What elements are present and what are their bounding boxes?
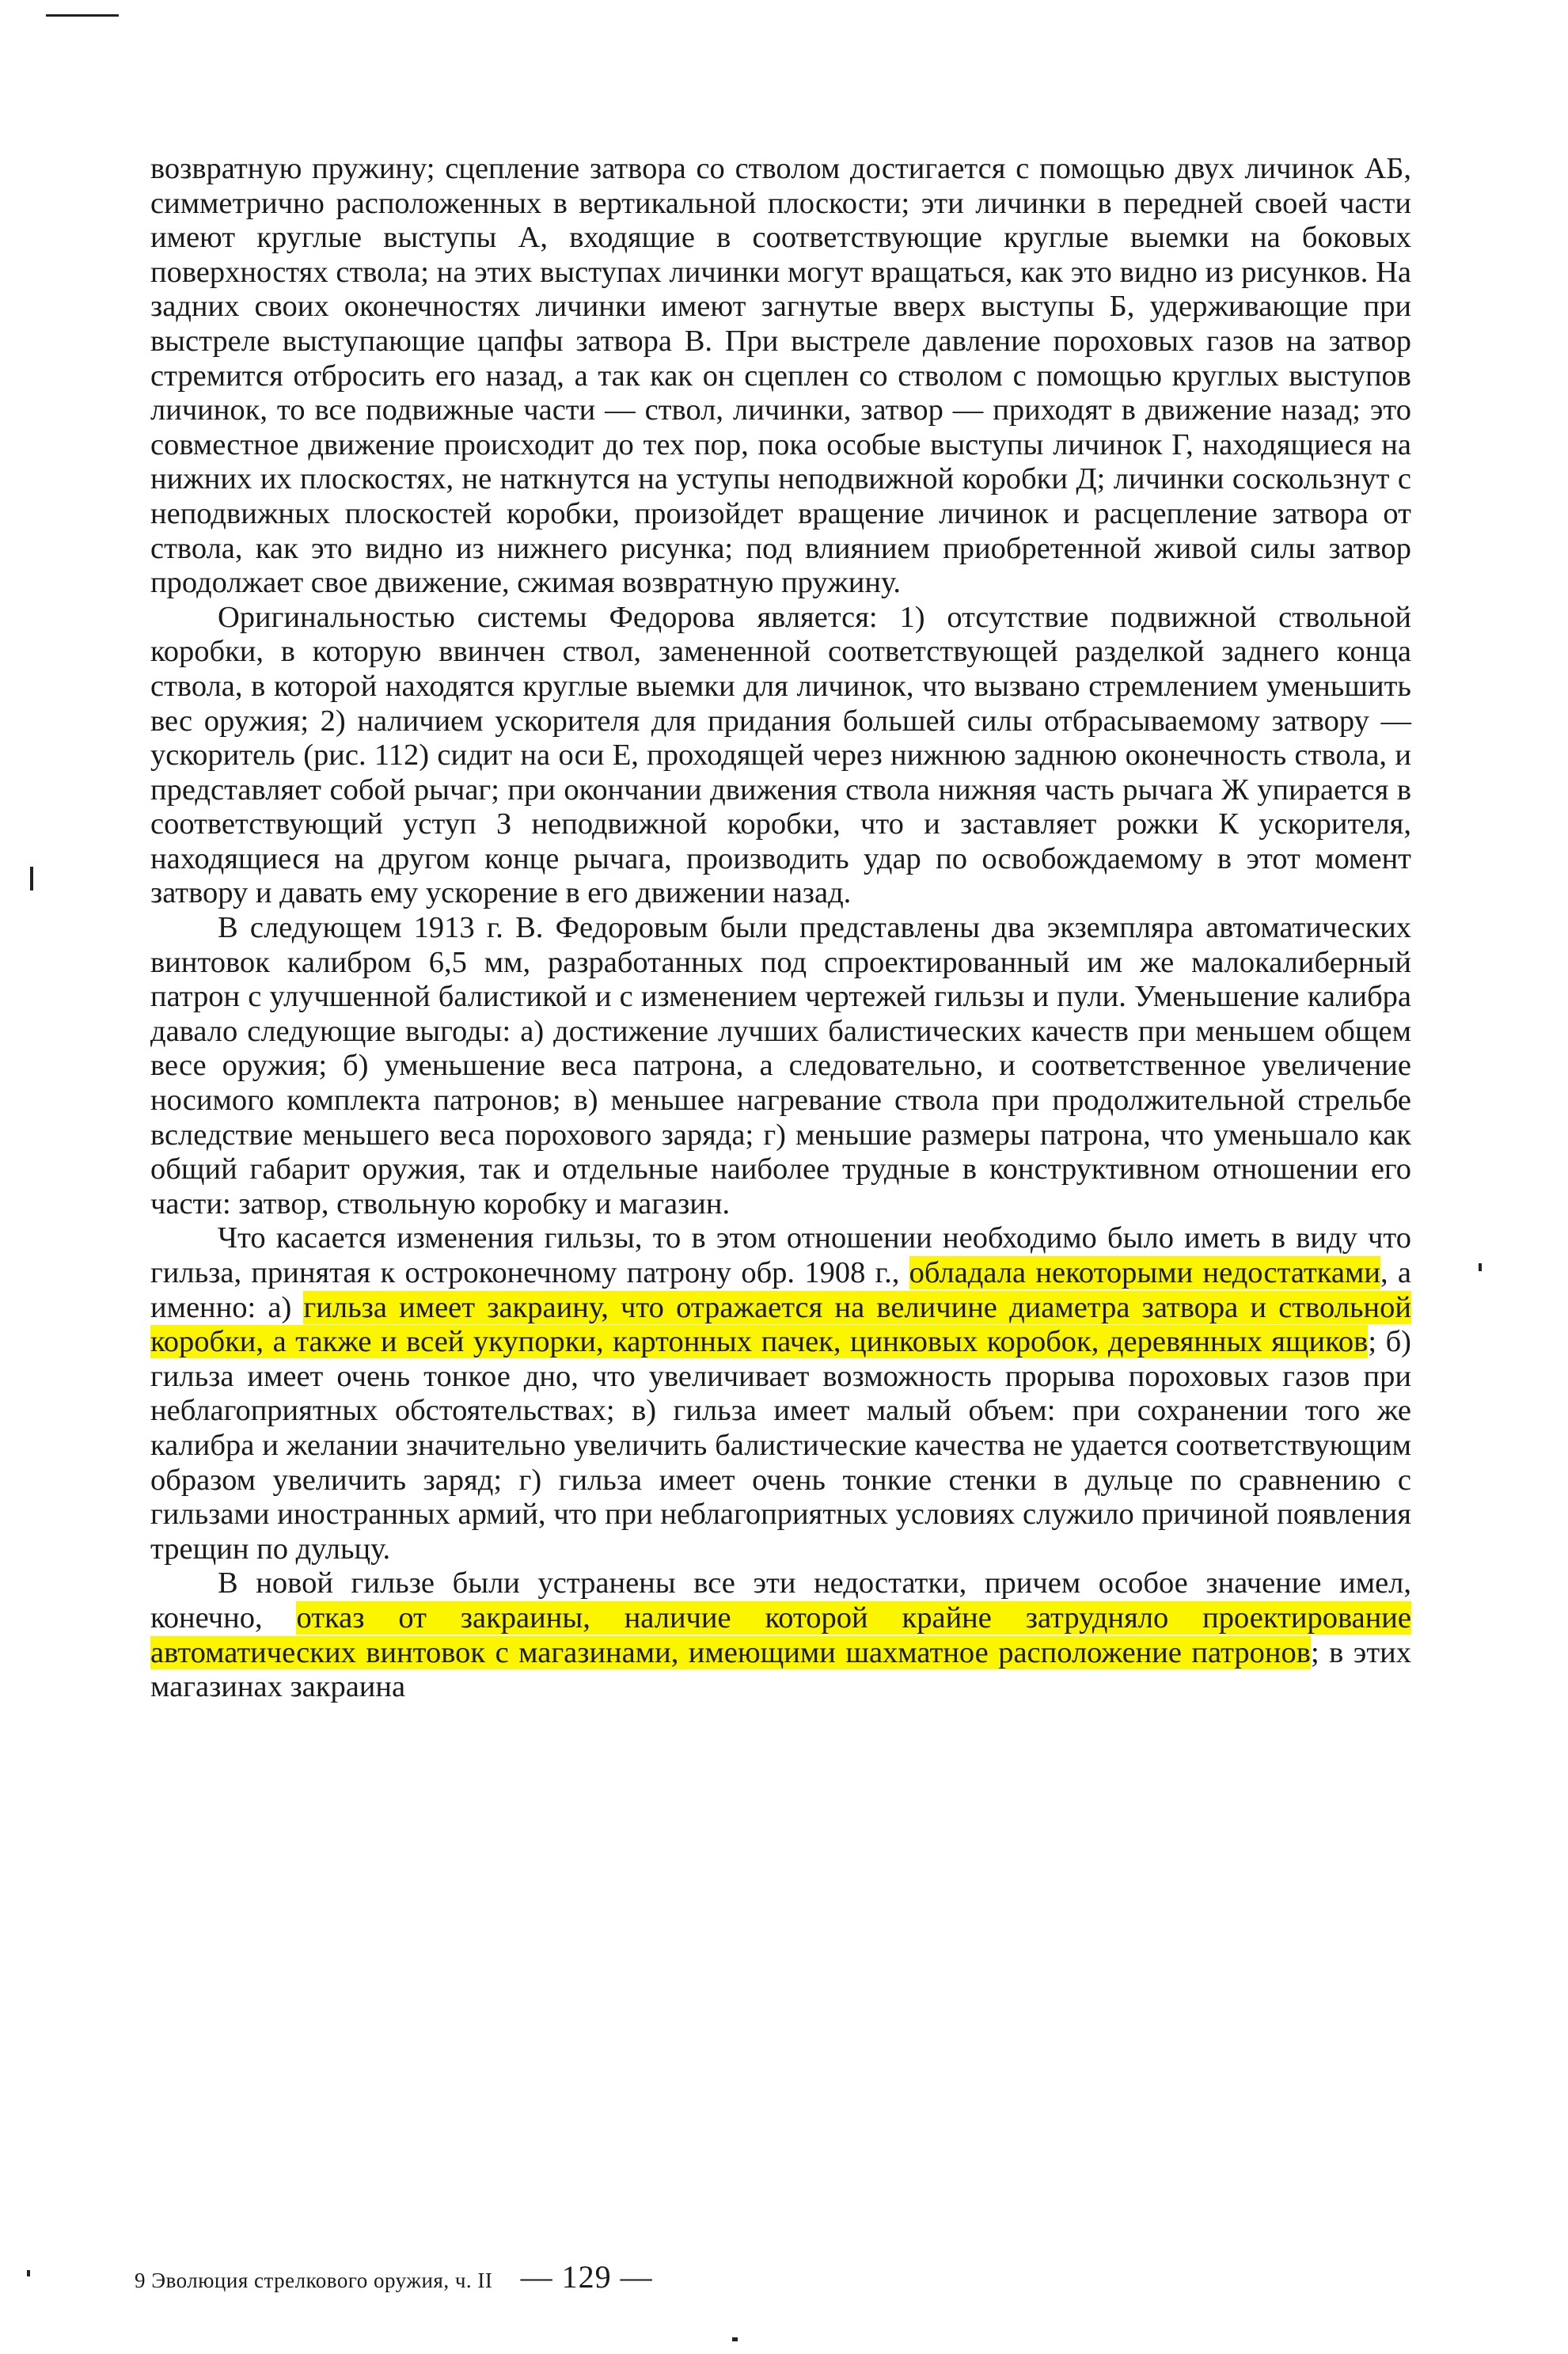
paragraph-text: ; б) гильза имеет очень тонкое дно, что увеличивает возможность прорыва пороховых газов при неблагоприятных обстоятельствах; в) гильза имеет малый объем: при сохранении того же калибра и желании значительно увеличить балистические качества не удается соответствующим образом увеличить заряд; г) гильза имеет очень тонкие стенки в дульце по сравнению с гильзами иностранных армий, что при неблагоприятных условиях служило причиной появления трещин по дульцу. — [150, 1325, 1411, 1566]
paragraph-text: Что касается изменения гильзы, то в этом отношении необходимо было иметь в виду что гильза, принятая к остроконечному патрону обр. 1908 г., — [150, 1221, 1411, 1289]
paragraph — [150, 152, 1411, 601]
top-edge-mark — [46, 14, 119, 17]
footer-note: 9 Эволюция стрелкового оружия, ч. II — [135, 2269, 493, 2292]
paragraph-text: Оригинальностью системы Федорова является: 1) отсутствие подвижной ствольной коробки, в которую ввинчен ствол, замененной соответствующей разделкой заднего конца ствола, в которой находятся круглые выемки для личинок, что вызвано стремлением уменьшить вес оружия; 2) наличием ускорителя для придания большей силы отбрасываемому затвору — ускоритель (рис. 112) сидит на оси Е, проходящей через нижнюю заднюю оконечность ствола, и представляет собой рычаг; при окончании движения ствола нижняя часть рычага Ж упирается в соответствующий уступ З неподвижной коробки, что и заставляет рожки К ускорителя, находящиеся на другом конце рычага, производить удар по освобождаемому в этот момент затвору и давать ему ускорение в его движении назад. — [150, 600, 1411, 910]
paragraph-text: возвратную пружину; сцепление затвора со стволом достигается с помощью двух личинок АБ, симметрично расположенных в вертикальной плоскости; эти личинки в передней своей части имеют круглые выступы А, входящие в соответствующие круглые выемки на боковых поверхностях ствола; на этих выступах личинки могут вращаться, как это видно из рисунков. На задних своих оконечностях личинки имеют загнутые вверх выступы Б, удерживающие при выстреле выступающие цапфы затвора В. При выстреле давление пороховых газов на затвор стремится отбросить его назад, а так как он сцеплен со стволом с помощью круглых выступов личинок, то все подвижные части — ствол, личинки, затвор — приходят в движение назад; это совместное движение происходит до тех пор, пока особые выступы личинок Г, находящиеся на нижних их плоскостях, не наткнутся на уступы неподвижной коробки Д; личинки соскользнут с неподвижных плоскостей коробки, произойдет вращение личинок и расцепление затвора от ствола, как это видно из нижнего рисунка; под влиянием приобретенной живой силы затвор продолжает свое движение, сжимая возвратную пружину. — [150, 152, 1411, 600]
highlighted-text: отказ от закраины, наличие которой крайне затрудняло проектирование автоматических винтовок с магазинами, имеющими шахматное расположение патронов — [150, 1600, 1411, 1669]
highlighted-text: гильза имеет закраину, что отражается на величине диаметра затвора и ствольной коробки, а также и всей укупорки, картонных пачек, цинковых коробок, деревянных ящиков — [150, 1290, 1411, 1359]
paragraph — [150, 601, 1411, 911]
paragraph-text: В новой гильзе были устранены все эти недостатки, причем особое значение имел, конечно, — [150, 1566, 1411, 1635]
margin-speck — [30, 867, 33, 890]
highlighted-text: обладала некоторыми недостатками — [909, 1256, 1380, 1289]
paragraph — [150, 1566, 1411, 1704]
paragraph-text: , а именно: а) — [150, 1256, 1411, 1324]
paragraph — [150, 911, 1411, 1221]
paragraph-text: В следующем 1913 г. В. Федоровым были представлены два экземпляра автоматических винтовок калибром 6,5 мм, разработанных под спроектированный им же малокалиберный патрон с улучшенной балистикой и с изменением чертежей гильзы и пули. Уменьшение калибра давало следующие выгоды: а) достижение лучших балистических качеств при меньшем общем весе оружия; б) уменьшение веса патрона, а следовательно, и соответственное увеличение носимого комплекта патронов; в) меньшее нагревание ствола при продолжительной стрельбе вследствие меньшего веса порохового заряда; г) меньшие размеры патрона, что уменьшало как общий габарит оружия, так и отдельные наиболее трудные в конструктивном отношении его части: затвор, ствольную коробку и магазин. — [150, 911, 1411, 1221]
paragraph — [150, 1221, 1411, 1566]
margin-speck — [27, 2270, 30, 2276]
page-number: — 129 — — [520, 2259, 653, 2295]
page-footer — [135, 2259, 926, 2295]
paragraph-text: ; в этих магазинах закраина — [150, 1635, 1412, 1704]
margin-speck — [1479, 1263, 1482, 1271]
body-text — [150, 152, 1411, 1705]
margin-speck — [732, 2337, 738, 2341]
